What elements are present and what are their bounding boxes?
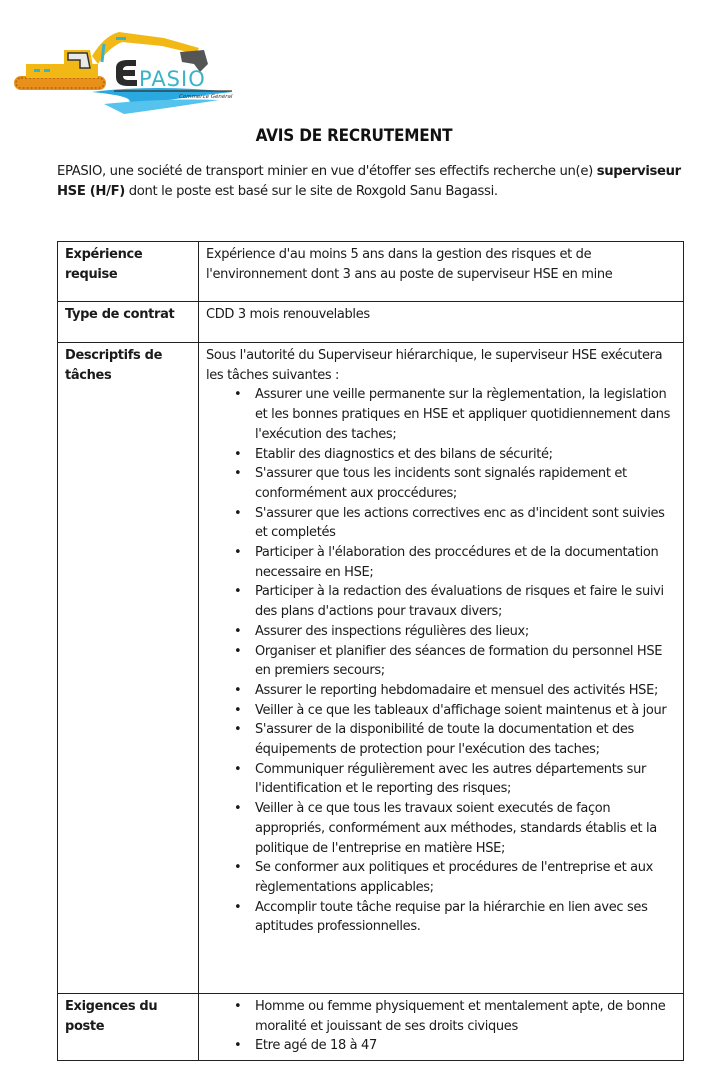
company-logo xyxy=(4,14,254,114)
list-item: • Se conformer aux politiques et procédures de l'entreprise et aux règlementations applicables; xyxy=(255,858,675,897)
list-item: • Assurer le reporting hebdomadaire et mensuel des activités HSE; xyxy=(255,681,675,701)
intro-text-after: dont le poste est basé sur le site de Roxgold Sanu Bagassi. xyxy=(124,184,498,199)
tasks-list xyxy=(206,385,675,937)
page-title: AVIS DE RECRUTEMENT xyxy=(255,126,453,146)
row-value xyxy=(199,343,684,994)
svg-text:PASIO: PASIO xyxy=(139,67,206,91)
svg-text:Commerce Général: Commerce Général xyxy=(179,94,233,100)
row-label: Expérience requise xyxy=(58,242,199,302)
excavator-icon xyxy=(4,14,254,114)
list-item: • S'assurer que tous les incidents sont signalés rapidement et conformément aux proccédures; xyxy=(255,464,675,503)
row-label: Descriptifs de tâches xyxy=(58,343,199,994)
list-item: • Participer à la redaction des évaluations de risques et faire le suivi des plans d'actions pour travaux divers; xyxy=(255,582,675,621)
job-details-table xyxy=(57,241,684,1061)
row-label: Exigences du poste xyxy=(58,994,199,1061)
row-label: Type de contrat xyxy=(58,302,199,343)
intro-text-before: EPASIO, une société de transport minier en vue d'étoffer ses effectifs recherche un(e) xyxy=(57,164,597,179)
row-value: CDD 3 mois renouvelables xyxy=(199,302,684,343)
list-item: • Participer à l'élaboration des proccédures et de la documentation necessaire en HSE; xyxy=(255,543,675,582)
requirements-list xyxy=(206,997,675,1056)
list-item: • S'assurer de la disponibilité de toute la documentation et des équipements de protection pour l'exécution des taches; xyxy=(255,720,675,759)
list-item: • Assurer des inspections régulières des lieux; xyxy=(255,622,675,642)
list-item: • Etablir des diagnostics et des bilans de sécurité; xyxy=(255,445,675,465)
list-item: • Veiller à ce que tous les travaux soient executés de façon appropriés, conformément aux méthodes, standards établis et la politique de l'entreprise en matière HSE; xyxy=(255,799,675,858)
table-row-tasks xyxy=(58,343,684,994)
list-item: • Accomplir toute tâche requise par la hiérarchie en lien avec ses aptitudes professionnelles. xyxy=(255,898,675,937)
list-item: • Communiquer régulièrement avec les autres départements sur l'identification et le reporting des risques; xyxy=(255,760,675,799)
list-item: • S'assurer que les actions correctives enc as d'incident sont suivies et completés xyxy=(255,504,675,543)
table-row-experience xyxy=(58,242,684,302)
list-item: • Etre agé de 18 à 47 xyxy=(255,1036,675,1056)
list-item: • Organiser et planifier des séances de formation du personnel HSE en premiers secours; xyxy=(255,642,675,681)
row-value xyxy=(199,994,684,1061)
intro-paragraph xyxy=(57,162,687,202)
row-value: Expérience d'au moins 5 ans dans la gestion des risques et de l'environnement dont 3 ans au poste de superviseur HSE en mine xyxy=(199,242,684,302)
table-row-contract xyxy=(58,302,684,343)
tasks-intro: Sous l'autorité du Superviseur hiérarchique, le superviseur HSE exécutera les tâches suivantes : xyxy=(206,348,663,383)
list-item: • Homme ou femme physiquement et mentalement apte, de bonne moralité et jouissant de ses droits civiques xyxy=(255,997,675,1036)
intro-role: superviseur HSE (H/F) xyxy=(57,164,681,199)
table-row-requirements xyxy=(58,994,684,1061)
list-item: • Veiller à ce que les tableaux d'affichage soient maintenus et à jour xyxy=(255,701,675,721)
list-item: • Assurer une veille permanente sur la règlementation, la legislation et les bonnes pratiques en HSE et appliquer quotidiennement dans l'exécution des taches; xyxy=(255,385,675,444)
